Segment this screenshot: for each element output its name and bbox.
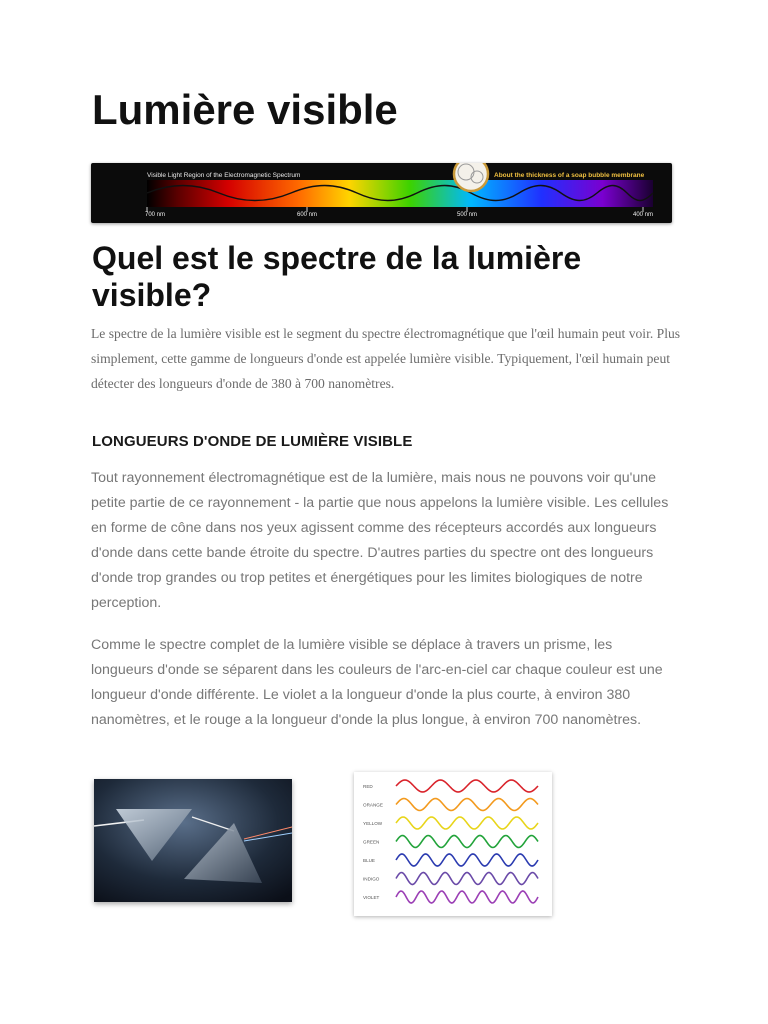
wavelength-colors-chart — [354, 772, 552, 916]
wave-label-yellow: YELLOW — [363, 821, 383, 826]
spectrum-tick-label: 700 nm — [145, 212, 166, 218]
spectrum-tick-label: 400 nm — [633, 212, 654, 218]
wave-orange — [396, 799, 538, 811]
section-paragraph: Le spectre de la lumière visible est le segment du spectre électromagnétique que l'œil humain peut voir. Plus simplement, cette gamme de longueurs d'onde est appelée lumière visible. Typiquement, l'œil humain peut détecter des longueurs d'onde de 380 à 700 nanomètres. — [91, 326, 681, 391]
wave-label-orange: ORANGE — [363, 802, 383, 808]
body-paragraph: Comme le spectre complet de la lumière visible se déplace à travers un prisme, les longueurs d'onde se séparent dans les couleurs de l'arc-en-ciel car chaque couleur est une longueur d'onde différente. Le violet a la longueur d'onde la plus courte, à environ 380 nanomètres, et le rouge a la longueur d'onde la plus longue, à environ 700 nanomètres. — [91, 637, 663, 728]
wave-yellow — [396, 817, 538, 829]
wave-label-red: RED — [363, 784, 373, 789]
wave-label-indigo: INDIGO — [363, 876, 380, 882]
prism-photo — [94, 779, 292, 902]
body-paragraph: Tout rayonnement électromagnétique est de la lumière, mais nous ne pouvons voir qu'une petite partie de ce rayonnement - la partie que nous appelons la lumière visible. Les cellules en forme de cône dans nos yeux agissent comme des récepteurs accordés aux longueurs d'onde dans cette bande étroite du spectre. D'autres parties du spectre ont des longueurs d'onde trop grandes ou trop petites et énergétiques pour les limites biologiques de notre perception. — [91, 470, 669, 611]
spectrum-banner-image — [91, 163, 672, 223]
spectrum-banner-note: About the thickness of a soap bubble membrane — [494, 172, 645, 179]
wave-violet — [396, 891, 538, 903]
spectrum-tick-label: 600 nm — [297, 212, 318, 218]
wave-blue — [396, 854, 538, 866]
wave-indigo — [396, 873, 538, 885]
wave-red — [396, 780, 538, 792]
wave-label-green: GREEN — [363, 839, 380, 845]
spectrum-tick-label: 500 nm — [457, 212, 478, 218]
wave-label-violet: VIOLET — [363, 895, 380, 900]
subsection-heading: LONGUEURS D'ONDE DE LUMIÈRE VISIBLE — [92, 433, 413, 450]
page-title: Lumière visible — [92, 86, 398, 133]
section-heading: Quel est le spectre de la lumière visible? — [92, 240, 582, 313]
wave-green — [396, 836, 538, 848]
wave-label-blue: BLUE — [363, 858, 376, 863]
spectrum-banner-heading: Visible Light Region of the Electromagnetic Spectrum — [147, 172, 301, 179]
